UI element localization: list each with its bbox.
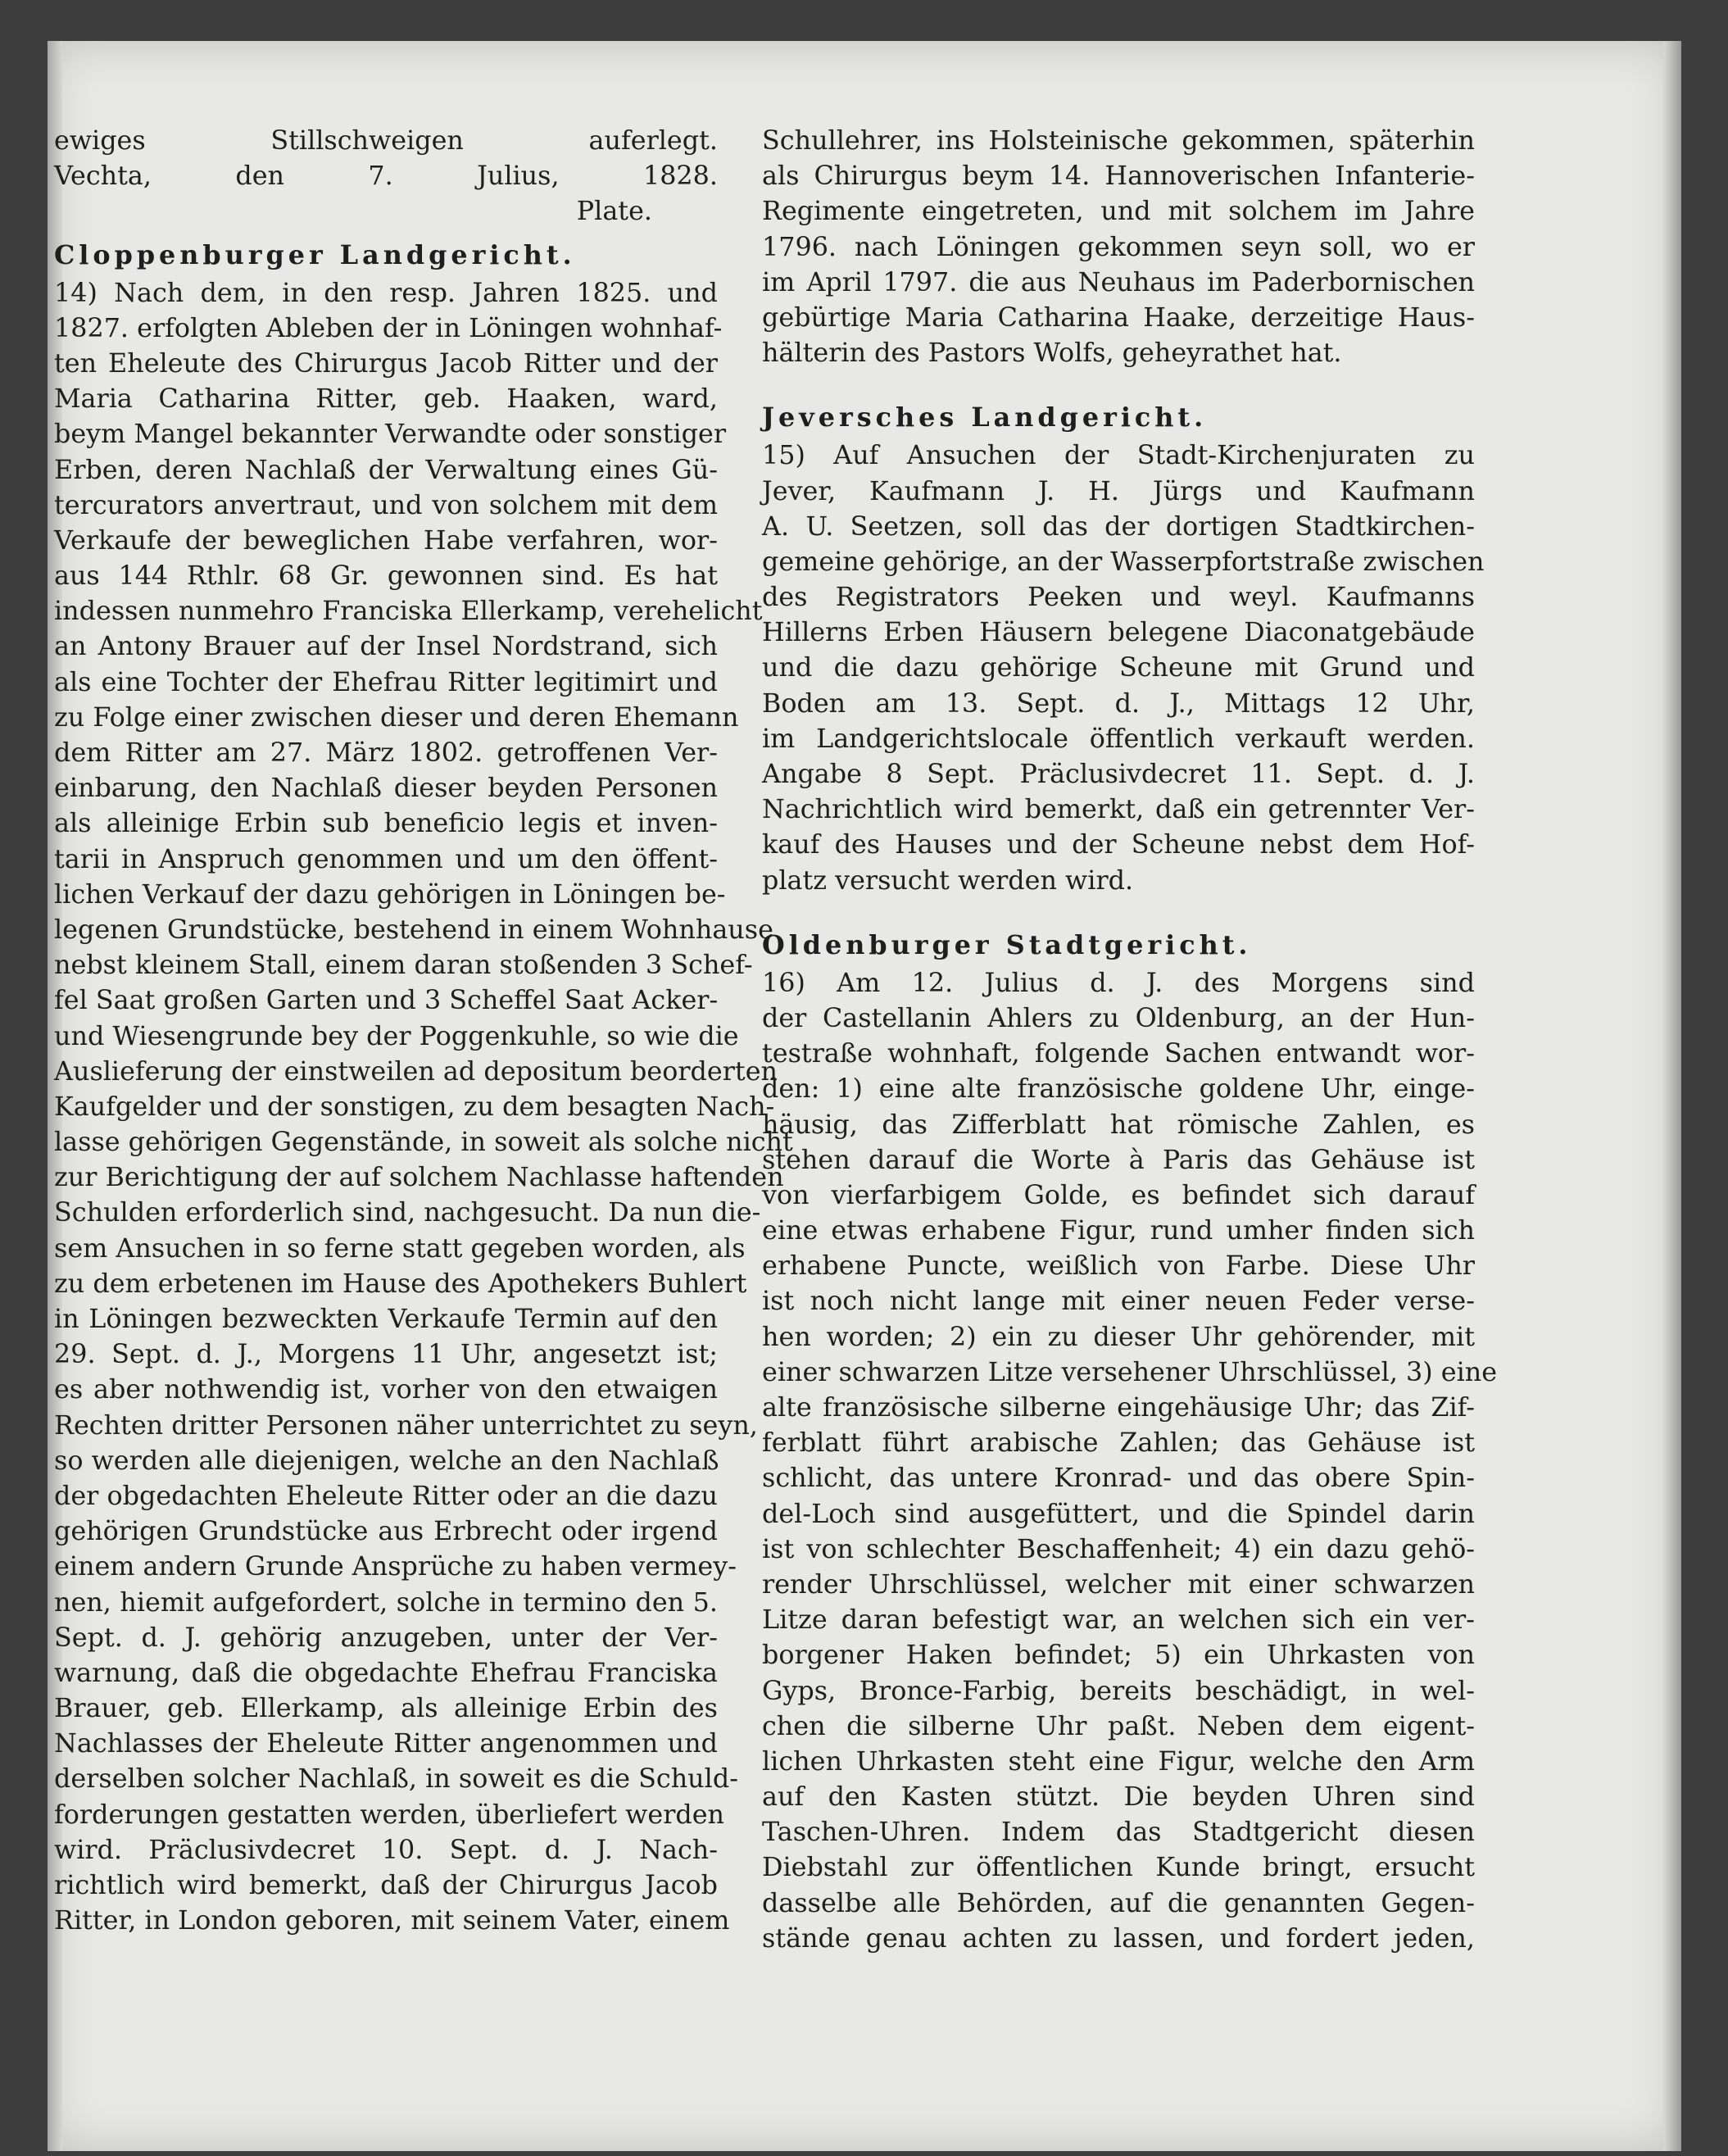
text-line: einer schwarzen Litze versehener Uhrschlüssel, 3) eine <box>762 1356 1498 1387</box>
text-line: testraße wohnhaft, folgende Sachen entwandt wor- <box>762 1038 1475 1069</box>
text-line: gebürtige Maria Catharina Haake, derzeitige Haus- <box>762 302 1475 333</box>
text-line: den: 1) eine alte französische goldene Uhr, einge- <box>762 1073 1475 1105</box>
page-edge <box>1663 41 1681 2151</box>
text-line: als eine Tochter der Ehefrau Ritter legitimirt und <box>54 666 718 697</box>
text-line: 1827. erfolgten Ableben der in Löningen wohnhaf- <box>54 312 723 343</box>
text-line: ewiges Stillschweigen auferlegt. <box>54 125 718 156</box>
text-line: Schullehrer, ins Holsteinische gekommen, späterhin <box>762 125 1475 156</box>
text-line: Auslieferung der einstweilen ad depositum beorderten <box>54 1055 778 1087</box>
text-line: wird. Präclusivdecret 10. Sept. d. J. Nach- <box>54 1834 718 1865</box>
text-line: borgener Haken befindet; 5) ein Uhrkasten von <box>762 1640 1475 1671</box>
text-line: dasselbe alle Behörden, auf die genannten Gegen- <box>762 1887 1475 1918</box>
text-line: Hillerns Erben Häusern belegene Diaconatgebäude <box>762 617 1475 648</box>
left-text-column <box>54 123 793 1938</box>
text-line: als Chirurgus beym 14. Hannoverischen Infanterie- <box>762 161 1475 192</box>
text-line: zu Folge einer zwischen dieser und deren Ehemann <box>54 701 739 733</box>
text-line: Kaufgelder und der sonstigen, zu dem besagten Nach- <box>54 1091 775 1122</box>
text-line: tarii in Anspruch genommen und um den öffent- <box>54 843 718 874</box>
text-line: platz versucht werden wird. <box>762 865 1134 896</box>
text-line: als alleinige Erbin sub beneficio legis et inven- <box>54 808 718 839</box>
text-line: 29. Sept. d. J., Morgens 11 Uhr, angesetzt ist; <box>54 1339 718 1370</box>
text-line: stände genau achten zu lassen, und fordert jeden, <box>762 1922 1475 1954</box>
text-line: Diebstahl zur öffentlichen Kunde bringt, ersucht <box>762 1852 1475 1883</box>
text-line: 16) Am 12. Julius d. J. des Morgens sind <box>762 967 1475 998</box>
text-line: und die dazu gehörige Scheune mit Grund und <box>762 652 1475 683</box>
section-heading: Cloppenburger Landgericht. <box>54 239 576 270</box>
text-line: beym Mangel bekannter Verwandte oder sonstiger <box>54 419 727 450</box>
text-line: ist von schlechter Beschaffenheit; 4) ein dazu gehö- <box>762 1533 1475 1564</box>
text-line: im April 1797. die aus Neuhaus im Paderbornischen <box>762 266 1475 297</box>
text-line: dem Ritter am 27. März 1802. getroffenen Ver- <box>54 738 718 768</box>
text-line: des Registrators Peeken und weyl. Kaufmanns <box>762 582 1475 613</box>
text-line: hen worden; 2) ein zu dieser Uhr gehörender, mit <box>762 1321 1475 1352</box>
text-line: Nachrichtlich wird bemerkt, daß ein getrennter Ver- <box>762 794 1475 825</box>
text-line: indessen nunmehro Franciska Ellerkamp, verehelicht <box>54 596 763 627</box>
section-heading: Oldenburger Stadtgericht. <box>762 929 1252 960</box>
text-line: Jever, Kaufmann J. H. Jürgs und Kaufmann <box>762 475 1475 506</box>
text-line: Vechta, den 7. Julius, 1828. <box>54 161 718 192</box>
text-line: so werden alle diejenigen, welche an den Nachlaß <box>54 1445 719 1476</box>
text-line: Sept. d. J. gehörig anzugeben, unter der Ver- <box>54 1622 718 1653</box>
text-line: 15) Auf Ansuchen der Stadt-Kirchenjuraten zu <box>762 440 1475 471</box>
text-line: nebst kleinem Stall, einem daran stoßenden 3 Schef- <box>54 950 753 981</box>
text-line: erhabene Puncte, weißlich von Farbe. Diese Uhr <box>762 1250 1475 1282</box>
text-line: derselben solcher Nachlaß, in soweit es die Schuld- <box>54 1763 738 1795</box>
text-line: Nachlasses der Eheleute Ritter angenommen und <box>54 1728 718 1759</box>
text-line: render Uhrschlüssel, welcher mit einer schwarzen <box>762 1568 1475 1600</box>
text-line: gemeine gehörige, an der Wasserpfortstraße zwischen <box>762 546 1485 577</box>
text-line: in Löningen bezweckten Verkaufe Termin auf den <box>54 1304 718 1334</box>
text-line: der obgedachten Eheleute Ritter oder an die dazu <box>54 1480 718 1511</box>
text-line: forderungen gestatten werden, überliefert werden <box>54 1799 725 1830</box>
text-line: zur Berichtigung der auf solchem Nachlasse haftenden <box>54 1162 784 1193</box>
text-line: sem Ansuchen in so ferne statt gegeben worden, als <box>54 1232 746 1264</box>
text-line: einbarung, den Nachlaß dieser beyden Personen <box>54 773 718 804</box>
text-line: hälterin des Pastors Wolfs, geheyrathet hat. <box>762 338 1342 369</box>
text-line: A. U. Seetzen, soll das der dortigen Stadtkirchen- <box>762 511 1475 542</box>
text-line: Boden am 13. Sept. d. J., Mittags 12 Uhr, <box>762 688 1475 719</box>
text-line: Angabe 8 Sept. Präclusivdecret 11. Sept. d. J. <box>762 759 1475 789</box>
text-line: Erben, deren Nachlaß der Verwaltung eines Gü- <box>54 454 718 485</box>
text-line: ist noch nicht lange mit einer neuen Feder verse- <box>762 1286 1475 1317</box>
text-line: an Antony Brauer auf der Insel Nordstrand, sich <box>54 631 718 662</box>
text-line: es aber nothwendig ist, vorher von den etwaigen <box>54 1374 718 1405</box>
text-line: alte französische silberne eingehäusige Uhr; das Zif- <box>762 1392 1475 1423</box>
text-line: lasse gehörigen Gegenstände, in soweit als solche nicht <box>54 1127 793 1158</box>
text-line: fel Saat großen Garten und 3 Scheffel Saat Acker- <box>54 985 719 1016</box>
signature-line: Plate. <box>576 196 652 227</box>
text-line: der Castellanin Ahlers zu Oldenburg, an der Hun- <box>762 1002 1475 1033</box>
spacer-line <box>762 370 1475 392</box>
text-line: gehörigen Grundstücke aus Erbrecht oder irgend <box>54 1516 718 1547</box>
text-line: del-Loch sind ausgefüttert, und die Spindel darin <box>762 1498 1475 1529</box>
text-line: chen die silberne Uhr paßt. Neben dem eigent- <box>762 1710 1475 1741</box>
text-line: aus 144 Rthlr. 68 Gr. gewonnen sind. Es hat <box>54 561 718 592</box>
text-line: 14) Nach dem, in den resp. Jahren 1825. und <box>54 277 718 308</box>
text-line: lichen Verkauf der dazu gehörigen in Löningen be- <box>54 878 726 910</box>
right-text-column <box>762 123 1498 1956</box>
text-line: Rechten dritter Personen näher unterrichtet zu seyn, <box>54 1409 758 1441</box>
text-line: nen, hiemit aufgefordert, solche in termino den 5. <box>54 1586 718 1618</box>
text-line: 1796. nach Löningen gekommen seyn soll, wo er <box>762 231 1475 262</box>
spacer-line <box>762 898 1475 919</box>
text-line: Schulden erforderlich sind, nachgesucht. Da nun die- <box>54 1197 761 1228</box>
text-line: stehen darauf die Worte à Paris das Gehäuse ist <box>762 1144 1475 1175</box>
text-line: einem andern Grunde Ansprüche zu haben vermey- <box>54 1551 737 1582</box>
text-line: auf den Kasten stützt. Die beyden Uhren sind <box>762 1782 1475 1813</box>
text-line: Gyps, Bronce-Farbig, bereits beschädigt, in wel- <box>762 1675 1475 1706</box>
text-line: Ritter, in London geboren, mit seinem Vater, einem <box>54 1905 730 1936</box>
text-line: und Wiesengrunde bey der Poggenkuhle, so wie die <box>54 1020 739 1051</box>
text-line: Taschen-Uhren. Indem das Stadtgericht diesen <box>762 1817 1475 1848</box>
text-line: im Landgerichtslocale öffentlich verkauft werden. <box>762 723 1475 754</box>
text-line: Litze daran befestigt war, an welchen sich ein ver- <box>762 1605 1475 1636</box>
text-line: kauf des Hauses und der Scheune nebst dem Hof- <box>762 829 1475 860</box>
text-line: Regimente eingetreten, und mit solchem im Jahre <box>762 196 1475 227</box>
text-line: häusig, das Zifferblatt hat römische Zahlen, es <box>762 1109 1475 1140</box>
text-line: ten Eheleute des Chirurgus Jacob Ritter und der <box>54 347 718 379</box>
text-line: Verkaufe der beweglichen Habe verfahren, wor- <box>54 524 718 556</box>
section-heading: Jeversches Landgericht. <box>762 402 1208 433</box>
text-line: legenen Grundstücke, bestehend in einem Wohnhause <box>54 914 773 945</box>
text-line: schlicht, das untere Kronrad- und das obere Spin- <box>762 1463 1475 1494</box>
text-line: von vierfarbigem Golde, es befindet sich darauf <box>762 1179 1475 1210</box>
text-line: lichen Uhrkasten steht eine Figur, welche den Arm <box>762 1745 1475 1777</box>
text-line: tercurators anvertraut, und von solchem mit dem <box>54 489 718 520</box>
text-line: zu dem erbetenen im Hause des Apothekers Buhlert <box>54 1268 747 1299</box>
text-line: Brauer, geb. Ellerkamp, als alleinige Erbin des <box>54 1693 718 1724</box>
text-line: ferblatt führt arabische Zahlen; das Gehäuse ist <box>762 1427 1475 1459</box>
text-line: Maria Catharina Ritter, geb. Haaken, ward, <box>54 384 718 415</box>
text-line: warnung, daß die obgedachte Ehefrau Franciska <box>54 1657 718 1688</box>
text-line: eine etwas erhabene Figur, rund umher finden sich <box>762 1215 1475 1246</box>
text-line: richtlich wird bemerkt, daß der Chirurgus Jacob <box>54 1870 718 1900</box>
